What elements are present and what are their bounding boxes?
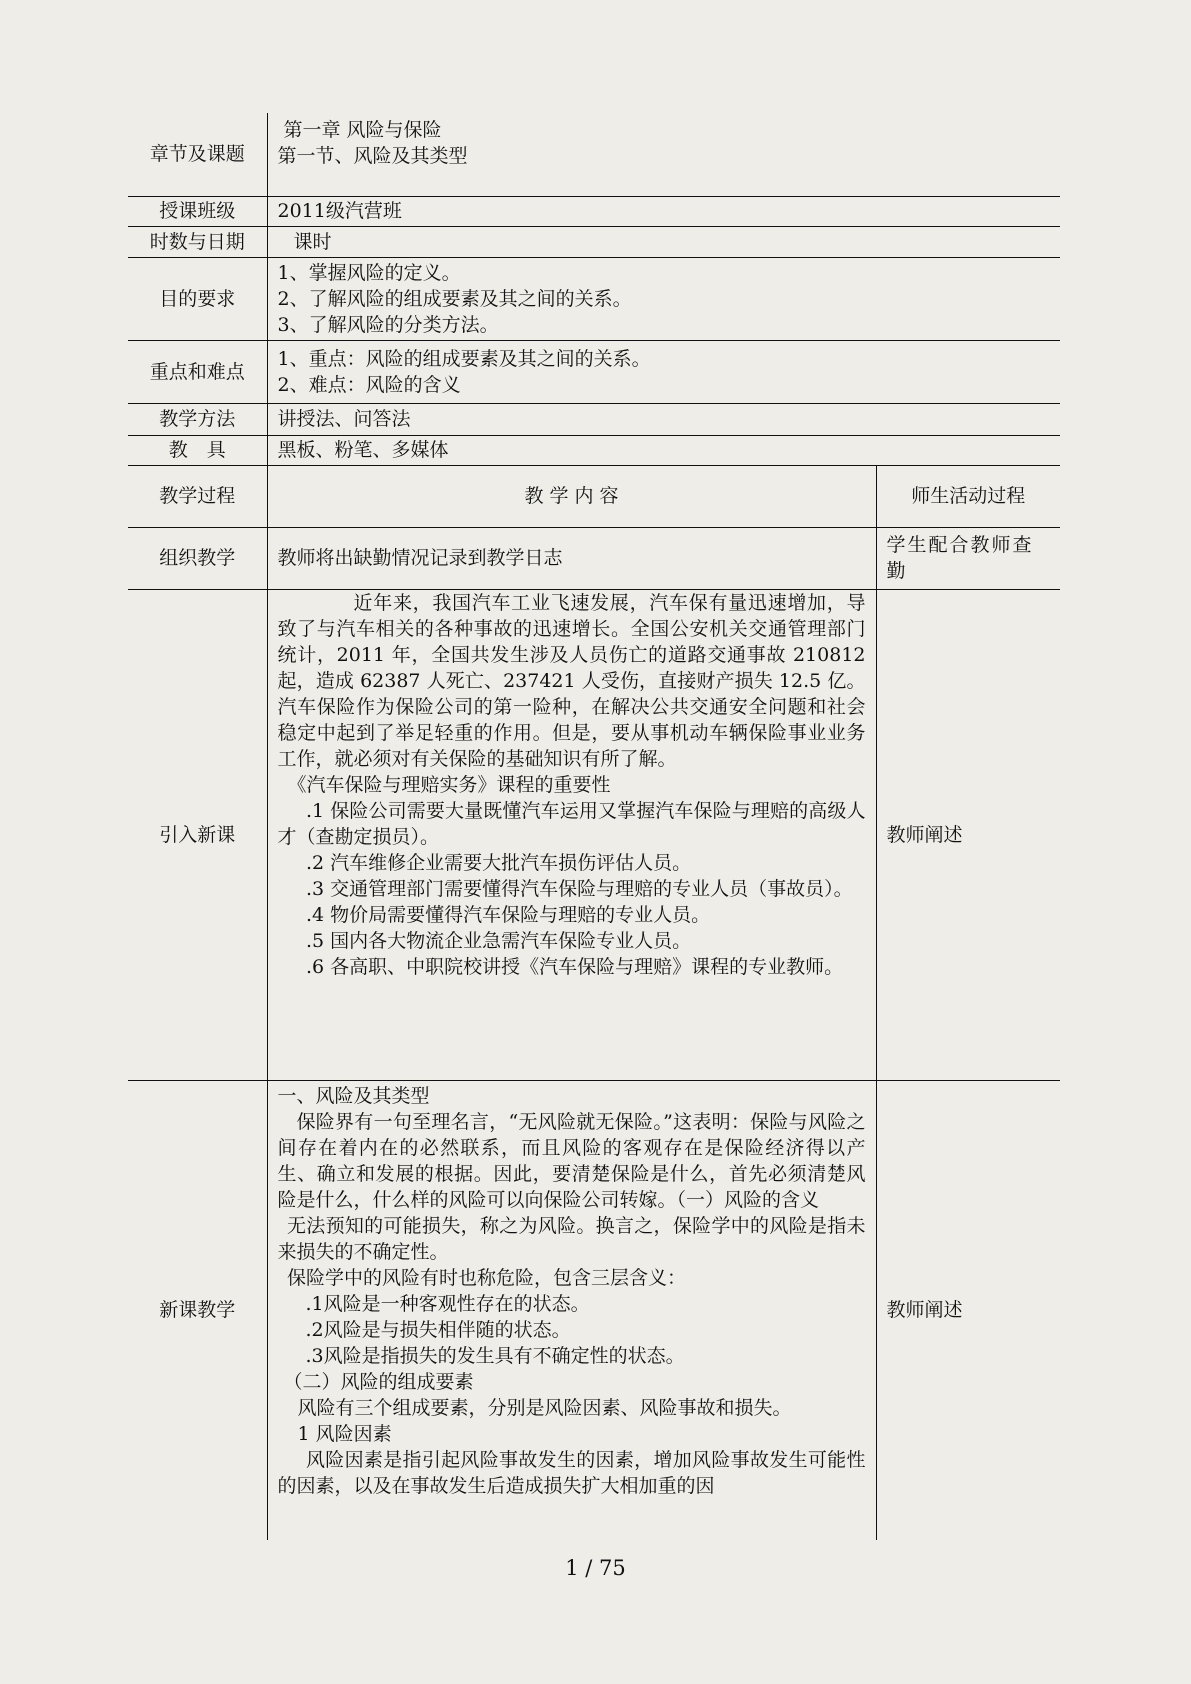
new-item: .1风险是一种客观性存在的状态。 [305, 1292, 590, 1315]
intro-item: .3 交通管理部门需要懂得汽车保险与理赔的专业人员（事故员）。 [306, 877, 853, 900]
row-chapter [128, 113, 1060, 196]
goal-item: 1、掌握风险的定义。 [277, 261, 461, 284]
intro-item: .6 各高职、中职院校讲授《汽车保险与理赔》课程的专业教师。 [306, 955, 844, 978]
goal-item: 3、了解风险的分类方法。 [277, 313, 499, 336]
hours-value: 课时 [267, 226, 1060, 257]
tools-value: 黑板、粉笔、多媒体 [267, 435, 1060, 465]
method-label: 教学方法 [128, 403, 267, 435]
new-heading: 一、风险及其类型 [277, 1084, 430, 1107]
intro-item: .2 汽车维修企业需要大批汽车损伤评估人员。 [306, 851, 692, 874]
process-col1: 教学过程 [128, 465, 267, 527]
new-item: .3风险是指损失的发生具有不确定性的状态。 [305, 1344, 685, 1367]
hours-label: 时数与日期 [128, 226, 267, 257]
intro-label: 引入新课 [128, 589, 267, 1080]
row-hours [128, 226, 1060, 257]
row-goals [128, 257, 1060, 340]
keys-label: 重点和难点 [128, 340, 267, 403]
keys-value [267, 340, 1060, 403]
new-paragraph: 风险有三个组成要素，分别是风险因素、风险事故和损失。 [297, 1396, 792, 1419]
row-class [128, 196, 1060, 226]
tools-label: 教 具 [128, 435, 267, 465]
goals-label: 目的要求 [128, 257, 267, 340]
chapter-line2: 第一节、风险及其类型 [277, 144, 468, 167]
method-value: 讲授法、问答法 [267, 403, 1060, 435]
intro-item: .1 保险公司需要大量既懂汽车运用又掌握汽车保险与理赔的高级人才（查勘定损员）。 [277, 799, 866, 848]
intro-activity: 教师阐述 [876, 589, 1060, 1080]
row-process-header [128, 465, 1060, 527]
new-subheading: （二）风险的组成要素 [283, 1370, 474, 1393]
intro-course: 《汽车保险与理赔实务》课程的重要性 [287, 773, 611, 796]
page-number: 1 / 75 [565, 1556, 626, 1580]
chapter-label: 章节及课题 [128, 113, 267, 196]
key-item: 2、难点：风险的含义 [277, 373, 461, 396]
new-subheading: 1 风险因素 [297, 1422, 392, 1445]
new-paragraph: 无法预知的可能损失，称之为风险。换言之，保险学中的风险是指未来损失的不确定性。 [277, 1214, 866, 1263]
organize-content: 教师将出缺勤情况记录到教学日志 [267, 527, 876, 589]
intro-content [267, 589, 876, 1080]
class-label: 授课班级 [128, 196, 267, 226]
new-paragraph: 保险学中的风险有时也称危险，包含三层含义： [287, 1266, 687, 1289]
chapter-line1: 第一章 风险与保险 [283, 118, 442, 141]
process-col3: 师生活动过程 [876, 465, 1060, 527]
organize-label: 组织教学 [128, 527, 267, 589]
row-method [128, 403, 1060, 435]
intro-item: .4 物价局需要懂得汽车保险与理赔的专业人员。 [306, 903, 711, 926]
new-item: .2风险是与损失相伴随的状态。 [305, 1318, 571, 1341]
goal-item: 2、了解风险的组成要素及其之间的关系。 [277, 287, 632, 310]
new-label: 新课教学 [128, 1080, 267, 1540]
new-paragraph: 保险界有一句至理名言，“无风险就无保险。”这表明：保险与风险之间存在着内在的必然联系，而且风险的客观存在是保险经济得以产生、确立和发展的根据。因此，要清楚保险是什么，首先必须清楚风险是什么，什么样的风险可以向保险公司转嫁。（一）风险的含义 [277, 1110, 866, 1211]
intro-paragraph: 近年来，我国汽车工业飞速发展，汽车保有量迅速增加，导致了与汽车相关的各种事故的迅速增长。全国公安机关交通管理部门统计，2011 年，全国共发生涉及人员伤亡的道路交通事故 210812 起，造成 62387 人死亡、237421 人受伤，直接财产损失 12.5 亿。汽车保险作为保险公司的第一险种，在解决公共交通安全问题和社会稳定中起到了举足轻重的作用。但是，要从事机动车辆保险事业业务工作，就必须对有关保险的基础知识有所了解。 [277, 591, 866, 770]
lesson-plan-table [128, 113, 1060, 1540]
new-paragraph: 风险因素是指引起风险事故发生的因素，增加风险事故发生可能性的因素，以及在事故发生后造成损失扩大相加重的因 [277, 1448, 866, 1497]
row-intro [128, 589, 1060, 1080]
row-keys [128, 340, 1060, 403]
organize-activity: 学生配合教师查勤 [876, 527, 1060, 589]
row-tools [128, 435, 1060, 465]
goals-value [267, 257, 1060, 340]
key-item: 1、重点：风险的组成要素及其之间的关系。 [277, 347, 651, 370]
chapter-value [267, 113, 1060, 196]
intro-item: .5 国内各大物流企业急需汽车保险专业人员。 [306, 929, 692, 952]
row-new [128, 1080, 1060, 1540]
new-content [267, 1080, 876, 1540]
process-col2: 教 学 内 容 [267, 465, 876, 527]
row-organize [128, 527, 1060, 589]
new-activity: 教师阐述 [876, 1080, 1060, 1540]
class-value: 2011级汽营班 [267, 196, 1060, 226]
